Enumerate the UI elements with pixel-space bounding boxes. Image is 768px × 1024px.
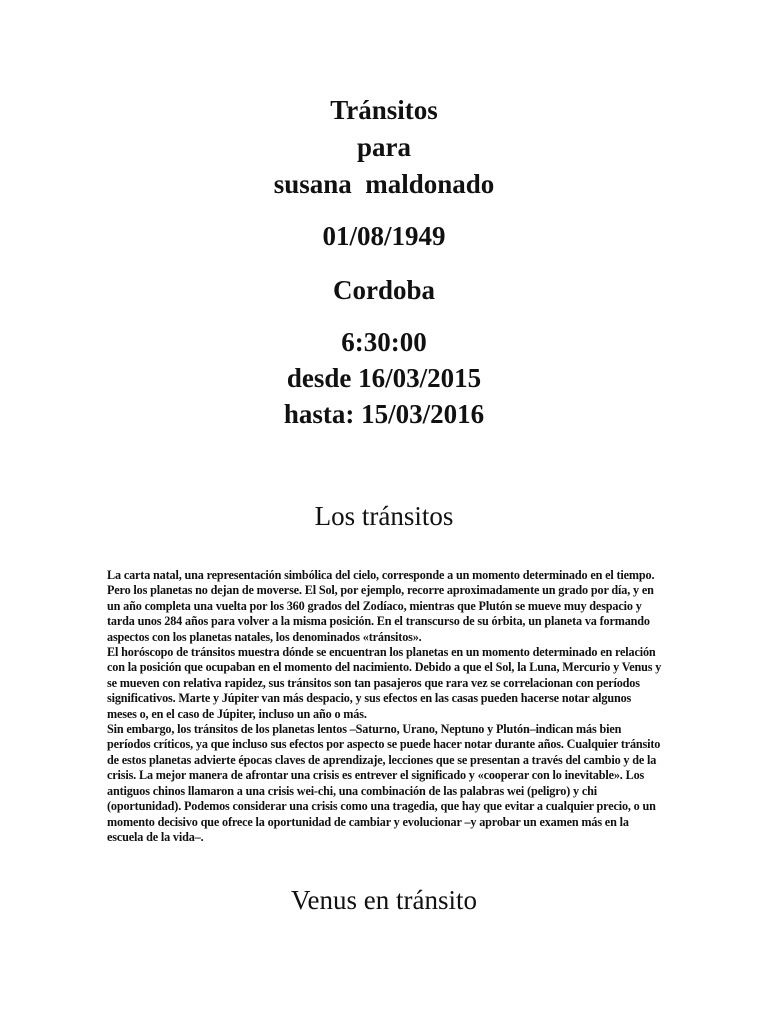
birth-date: 01/08/1949 (322, 221, 446, 251)
period-block (0, 324, 768, 432)
transits-body (107, 568, 663, 845)
body-paragraph: El horóscopo de tránsitos muestra dónde se encuentran los planetas en un momento determinado en relación con la posición que ocupaban en el momento del nacimiento. Debido a que el Sol, la Luna, Mercurio y Venus y se mueven con relativa rapidez, sus tránsitos son tan pasajeros que rara vez se correlacionan con períodos significativos. Marte y Júpiter van más despacio, y sus efectos en las casas pueden hacerse notar algunos meses o, en el caso de Júpiter, incluso un año o más. (107, 645, 662, 721)
transits-heading: Los tránsitos (314, 501, 454, 531)
body-paragraph: Sin embargo, los tránsitos de los planetas lentos –Saturno, Urano, Neptuno y Plutón–indican más bien períodos críticos, ya que incluso sus efectos por aspecto se puede hacer notar durante años. Cualquier tránsito de estos planetas advierte épocas claves de aprendizaje, lecciones que se presentan a través del cambio y de la crisis. La mejor manera de afrontar una crisis es entrever el significado y «cooperar con lo inevitable». Los antiguos chinos llamaron a una crisis wei-chi, una combinación de las palabras wei (peligro) y chi (oportunidad). Podemos considerar una crisis como una tragedia, que hay que evitar a cualquier precio, o un momento decisivo que ofrece la oportunidad de cambiar y evolucionar –y aprobar un examen más en la escuela de la vida–. (107, 722, 661, 844)
period-to: hasta: 15/03/2016 (283, 399, 485, 429)
cover-title: Tránsitos (330, 95, 438, 125)
cover-title-block (0, 92, 768, 203)
cover-connector: para (357, 132, 411, 162)
birth-place: Cordoba (332, 275, 435, 305)
body-paragraph: La carta natal, una representación simbólica del cielo, corresponde a un momento determinado en el tiempo. Pero los planetas no dejan de moverse. El Sol, por ejemplo, recorre aproximadamente un grado por día, y en un año completa una vuelta por los 360 grados del Zodíaco, mientras que Plutón se mueve muy despacio y tarda unos 284 años para volver a la misma posición. En el transcurso de su órbita, un planeta va formando aspectos con los planetas natales, los denominados «tránsitos». (107, 568, 655, 644)
period-from: desde 16/03/2015 (286, 363, 482, 393)
venus-heading: Venus en tránsito (291, 885, 477, 915)
person-name: susana maldonado (273, 169, 495, 199)
birth-time: 6:30:00 (341, 327, 427, 357)
